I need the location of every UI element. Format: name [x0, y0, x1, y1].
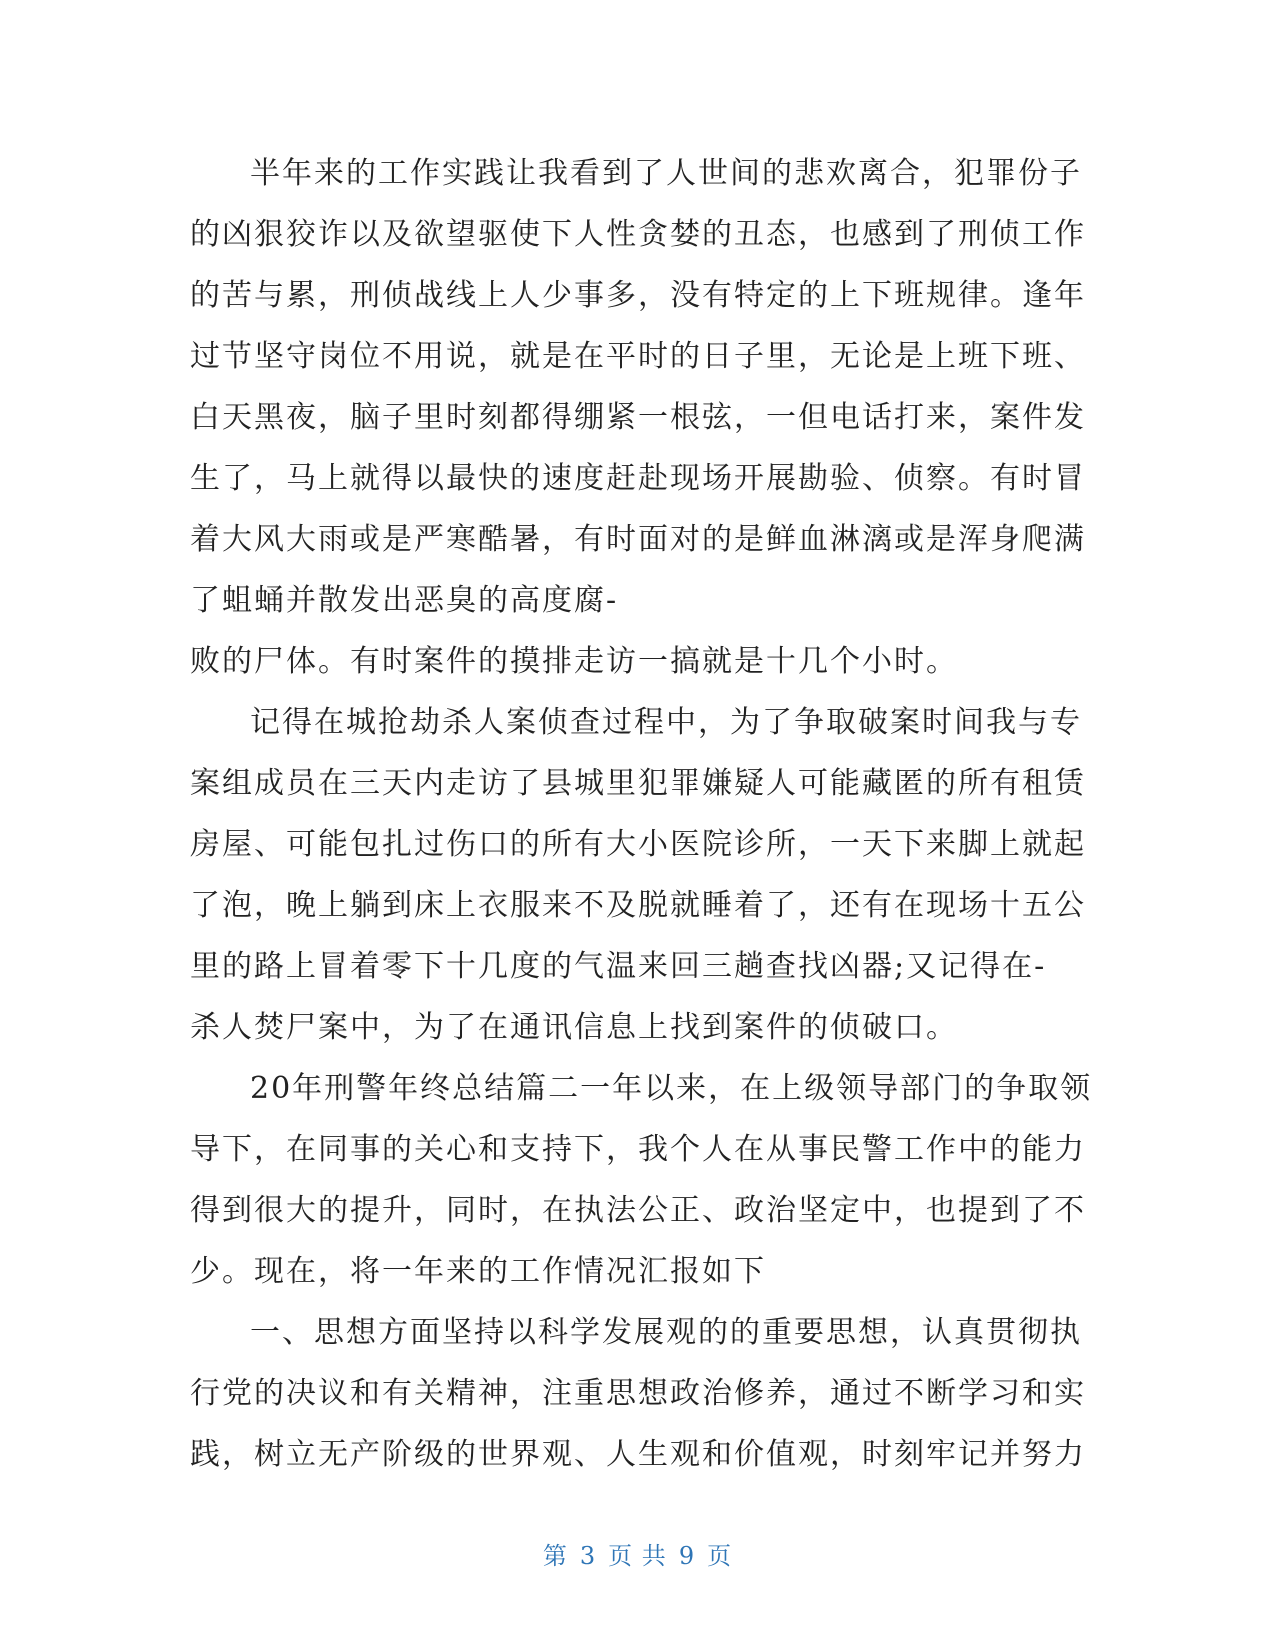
paragraph-4 [190, 1302, 1086, 1485]
text-line: 20年刑警年终总结篇二一年以来，在上级领导部门的争取领 [250, 1071, 1093, 1106]
text-line: 少。现在，将一年来的工作情况汇报如下 [190, 1254, 766, 1289]
text-line: 得到很大的提升，同时，在执法公正、政治坚定中，也提到了不 [190, 1193, 1086, 1228]
text-line: 导下，在同事的关心和支持下，我个人在从事民警工作中的能力 [190, 1132, 1086, 1167]
paragraph-2 [190, 692, 1086, 1058]
text-line: 了蛆蛹并散发出恶臭的高度腐- [190, 583, 619, 618]
footer-prefix: 第 [542, 1542, 568, 1570]
text-line: 的苦与累，刑侦战线上人少事多，没有特定的上下班规律。逢年 [190, 278, 1086, 313]
text-line: 败的尸体。有时案件的摸排走访一搞就是十几个小时。 [190, 644, 958, 679]
text-line: 着大风大雨或是严寒酷暑，有时面对的是鲜血淋漓或是浑身爬满 [190, 522, 1086, 557]
text-line: 白天黑夜，脑子里时刻都得绷紧一根弦，一但电话打来，案件发 [190, 400, 1086, 435]
text-line: 过节坚守岗位不用说，就是在平时的日子里，无论是上班下班、 [190, 339, 1086, 374]
text-line: 半年来的工作实践让我看到了人世间的悲欢离合，犯罪份子 [250, 156, 1082, 191]
page-body [190, 143, 1093, 1485]
text-line: 案组成员在三天内走访了县城里犯罪嫌疑人可能藏匿的所有租赁 [190, 766, 1086, 801]
current-page-number: 3 [579, 1542, 597, 1570]
text-line: 杀人焚尸案中，为了在通讯信息上找到案件的侦破口。 [190, 1010, 958, 1045]
paragraph-3 [190, 1058, 1093, 1302]
text-line: 的凶狠狡诈以及欲望驱使下人性贪婪的丑态，也感到了刑侦工作 [190, 217, 1086, 252]
text-line: 房屋、可能包扎过伤口的所有大小医院诊所，一天下来脚上就起 [190, 827, 1086, 862]
text-line: 践，树立无产阶级的世界观、人生观和价值观，时刻牢记并努力 [190, 1437, 1086, 1472]
page-number-footer [0, 1536, 1275, 1571]
text-line: 里的路上冒着零下十几度的气温来回三趟查找凶器;又记得在- [190, 949, 1047, 984]
total-page-count: 9 [678, 1542, 696, 1570]
text-line: 一、思想方面坚持以科学发展观的的重要思想，认真贯彻执 [250, 1315, 1082, 1350]
text-line: 记得在城抢劫杀人案侦查过程中，为了争取破案时间我与专 [250, 705, 1082, 740]
footer-middle: 页 共 [608, 1542, 667, 1570]
text-line: 行党的决议和有关精神，注重思想政治修养，通过不断学习和实 [190, 1376, 1086, 1411]
text-line: 了泡，晚上躺到床上衣服来不及脱就睡着了，还有在现场十五公 [190, 888, 1086, 923]
paragraph-1 [190, 143, 1086, 692]
footer-suffix: 页 [707, 1542, 733, 1570]
text-line: 生了，马上就得以最快的速度赶赴现场开展勘验、侦察。有时冒 [190, 461, 1086, 496]
